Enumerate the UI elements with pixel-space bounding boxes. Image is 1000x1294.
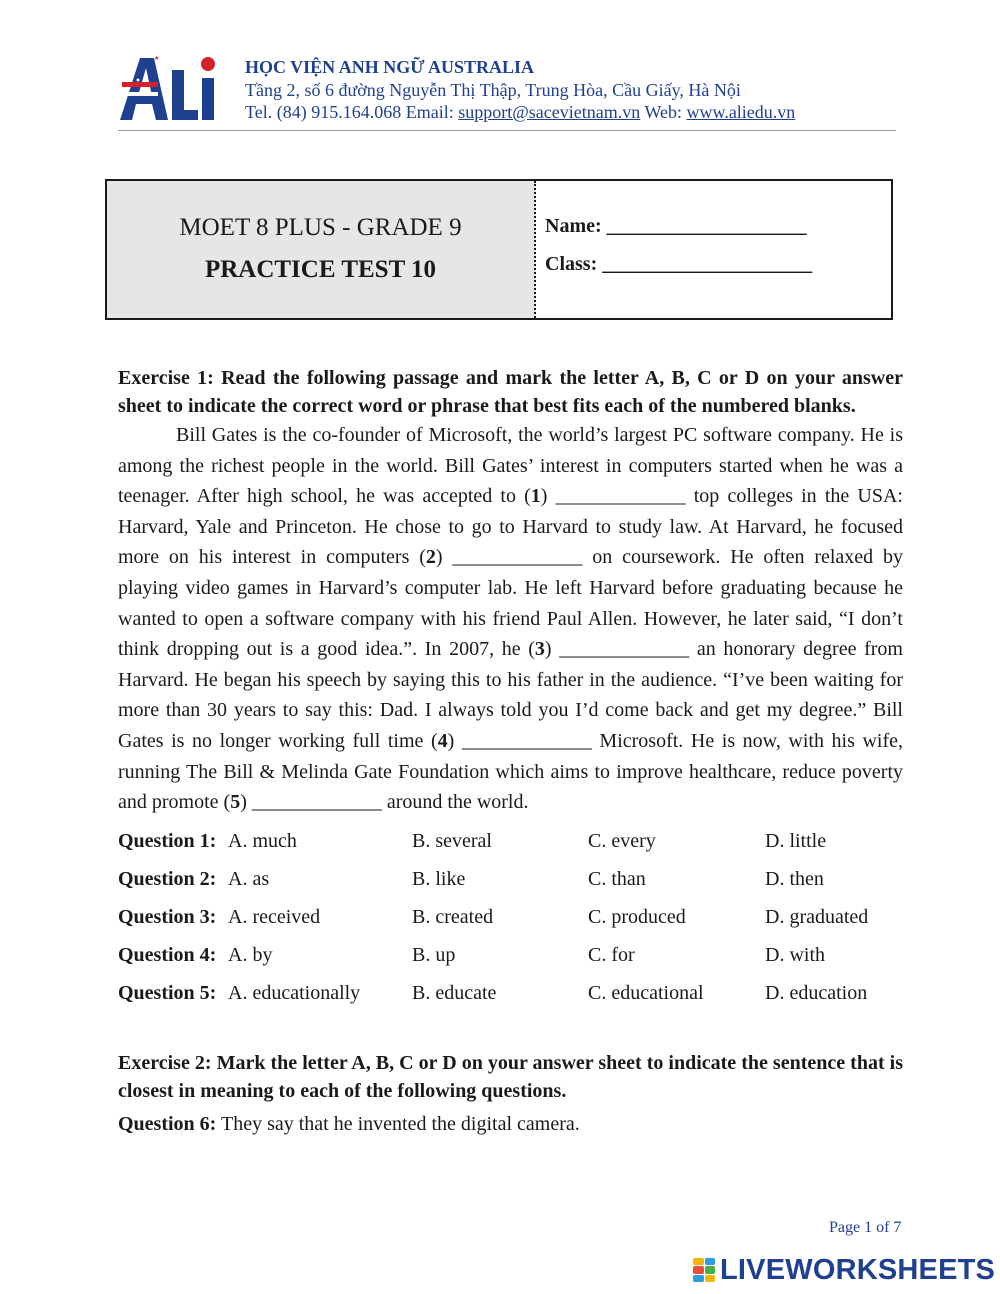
option-b[interactable]: B. created [412,905,494,928]
test-title: PRACTICE TEST 10 [204,256,437,283]
blank-number: 1 [530,485,541,508]
reading-passage [118,420,903,818]
option-a[interactable]: A. educationally [228,981,361,1004]
question-row [118,936,903,974]
option-d[interactable]: D. graduated [765,905,869,928]
liveworksheets-text: LIVEWORKSHEETS [720,1253,996,1286]
option-d[interactable]: D. then [765,867,824,890]
option-a[interactable]: A. as [228,867,270,890]
svg-text:★: ★ [154,55,160,62]
option-d[interactable]: D. with [765,943,825,966]
option-d[interactable]: D. education [765,981,868,1004]
course-title: MOET 8 PLUS - GRADE 9 [179,214,462,241]
question-label: Question 4: [118,943,217,966]
blank-number: 3 [534,638,545,661]
passage-text: ) _____________ an honorary degree from Harvard. He began his speech by saying this to his father in the audience. “I’ve been waiting for more than 30 years to say this: Dad. I always told you I’d come back and get my degree.” Bill Gates is no longer working full time ( [118,638,903,752]
blank-number: 2 [425,546,436,569]
worksheet-content [118,364,903,1139]
option-d[interactable]: D. little [765,829,827,852]
question-row [118,860,903,898]
passage-text: ) _____________ Microsoft. He is now, with his wife, running The Bill & Melinda Gate Foundation which aims to improve healthcare, reduce poverty and promote ( [118,729,903,814]
question-label: Question 2: [118,867,217,890]
option-c[interactable]: C. educational [588,981,704,1004]
name-field[interactable]: Name: ____________________ [545,215,807,237]
liveworksheets-brand[interactable] [693,1255,995,1285]
blank-number: 4 [437,729,448,752]
option-b[interactable]: B. like [412,867,466,890]
question-label: Question 1: [118,829,217,852]
header-divider [118,130,896,131]
option-c[interactable]: C. than [588,867,646,890]
email-link[interactable]: support@sacevietnam.vn [458,102,641,122]
passage-text: ) _____________ around the world. [240,791,529,814]
page-number: Page 1 of 7 [829,1219,902,1236]
web-label: Web: [644,102,682,122]
ali-logo [118,52,220,122]
header-block [245,56,795,124]
class-field[interactable]: Class: _____________________ [545,253,813,275]
option-b[interactable]: B. educate [412,981,497,1004]
liveworksheets-icon [693,1258,715,1282]
blank-number: 5 [230,791,241,814]
option-a[interactable]: A. by [228,943,273,966]
option-c[interactable]: C. produced [588,905,686,928]
question-text: They say that he invented the digital camera. [220,1112,580,1135]
question-label: Question 5: [118,981,217,1004]
web-link[interactable]: www.aliedu.vn [686,102,796,122]
title-panel [107,181,536,318]
exercise1-instruction: Exercise 1: Read the following passage and mark the letter A, B, C or D on your answer sheet to indicate the correct word or phrase that best fits each of the numbered blanks. [118,367,903,417]
student-info [545,215,812,291]
option-b[interactable]: B. up [412,943,456,966]
contact-line [245,101,795,124]
address: Tầng 2, số 6 đường Nguyễn Thị Thập, Trung Hòa, Cầu Giấy, Hà Nội [245,79,741,100]
passage-text: ) _____________ on coursework. He often relaxed by playing video games in Harvard’s computer lab. He left Harvard before graduating because he wanted to open a software company with his friend Paul Allen. However, he later said, “I don’t think dropping out is a good idea.”. In 2007, he ( [118,546,904,661]
passage-text: ) _____________ top colleges in the USA: Harvard, Yale and Princeton. He chose to go to Harvard to study law. At Harvard, he focused more on his interest in computers ( [118,485,903,569]
option-c[interactable]: C. every [588,829,656,852]
title-box [105,179,893,320]
tel-prefix: Tel. (84) 915.164.068 Email: [245,102,454,122]
question-row [118,822,903,860]
exercise2-instruction: Exercise 2: Mark the letter A, B, C or D on your answer sheet to indicate the sentence that is closest in meaning to each of the following questions. [118,1051,903,1102]
option-a[interactable]: A. much [228,829,297,852]
question-6 [118,1109,903,1139]
question-label: Question 3: [118,905,217,928]
option-a[interactable]: A. received [228,905,321,928]
question-row [118,974,903,1012]
passage-text: Bill Gates is the co-founder of Microsoft, the world’s largest PC software company. He is among the richest people in the world. Bill Gates’ interest in computers started when he was a teenager. After high school, he was accepted to ( [118,424,903,508]
option-c[interactable]: C. for [588,943,635,966]
option-b[interactable]: B. several [412,829,492,852]
question-label: Question 6: [118,1112,217,1135]
org-name: HỌC VIỆN ANH NGỮ AUSTRALIA [245,57,535,77]
question-row [118,898,903,936]
